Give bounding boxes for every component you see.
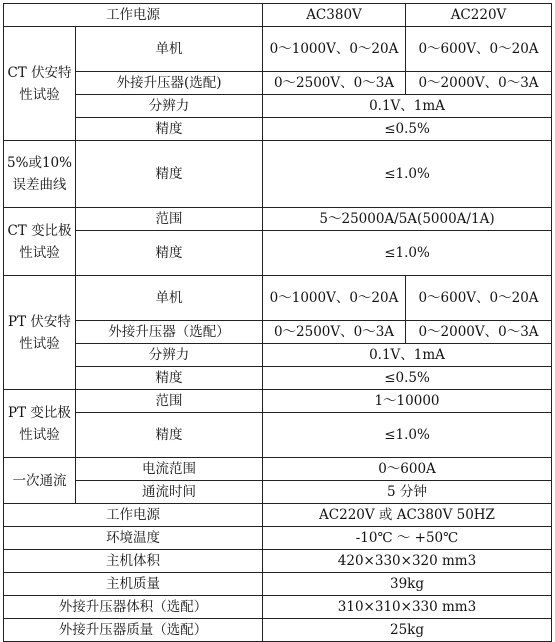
param-label: 电流范围: [76, 458, 263, 481]
table-row: [4, 208, 552, 231]
table-row: [4, 95, 552, 118]
table-row: [4, 573, 552, 596]
param-value: ≤0.5%: [263, 367, 552, 390]
param-value: 0～2500V、0～3A: [263, 321, 406, 344]
table-row: [4, 550, 552, 573]
param-label: 范围: [76, 390, 263, 413]
table-row: [4, 141, 552, 208]
table-row: [4, 458, 552, 481]
param-value: 1～10000: [263, 390, 552, 413]
param-value: 0～600A: [263, 458, 552, 481]
table-row: [4, 344, 552, 367]
param-label: 外接升压器(选配): [76, 72, 263, 95]
table-row: [4, 619, 552, 642]
spec-table: [3, 3, 552, 642]
table-row: [4, 367, 552, 390]
param-value: 0～1000V、0～20A: [263, 27, 406, 72]
general-value: 25kg: [263, 619, 552, 642]
param-value: 0～600V、0～20A: [406, 27, 552, 72]
ct-ratio-category: CT 变比极性试验: [4, 208, 76, 276]
param-label: 精度: [76, 367, 263, 390]
table-row: [4, 276, 552, 321]
ct-volt-ampere-category: CT 伏安特性试验: [4, 27, 76, 141]
param-label: 精度: [76, 413, 263, 458]
param-value: 5～25000A/5A(5000A/1A): [263, 208, 552, 231]
table-row: [4, 231, 552, 276]
param-value: ≤1.0%: [263, 413, 552, 458]
param-label: 精度: [76, 231, 263, 276]
param-label: 精度: [76, 141, 263, 208]
general-value: 310×310×330 mm3: [263, 596, 552, 619]
param-label: 外接升压器（选配）: [76, 321, 263, 344]
general-label: 工作电源: [4, 504, 263, 527]
header-row: [4, 4, 552, 27]
param-label: 通流时间: [76, 481, 263, 504]
param-value: ≤1.0%: [263, 231, 552, 276]
table-row: [4, 527, 552, 550]
param-label: 单机: [76, 276, 263, 321]
param-value: 0.1V、1mA: [263, 95, 552, 118]
header-power: 工作电源: [4, 4, 263, 27]
general-value: -10℃ ～ +50℃: [263, 527, 552, 550]
primary-current-category: 一次通流: [4, 458, 76, 504]
table-row: [4, 481, 552, 504]
param-label: 精度: [76, 118, 263, 141]
general-label: 主机质量: [4, 573, 263, 596]
general-value: 420×330×320 mm3: [263, 550, 552, 573]
param-value: ≤1.0%: [263, 141, 552, 208]
general-value: 39kg: [263, 573, 552, 596]
param-value: 0.1V、1mA: [263, 344, 552, 367]
general-label: 外接升压器体积（选配）: [4, 596, 263, 619]
general-label: 外接升压器质量（选配）: [4, 619, 263, 642]
general-label: 主机体积: [4, 550, 263, 573]
table-row: [4, 321, 552, 344]
table-row: [4, 72, 552, 95]
param-label: 单机: [76, 27, 263, 72]
general-value: AC220V 或 AC380V 50HZ: [263, 504, 552, 527]
param-value: 0～600V、0～20A: [406, 276, 552, 321]
param-value: 5 分钟: [263, 481, 552, 504]
table-row: [4, 27, 552, 72]
header-ac220: AC220V: [406, 4, 552, 27]
table-row: [4, 390, 552, 413]
table-row: [4, 118, 552, 141]
pt-volt-ampere-category: PT 伏安特性试验: [4, 276, 76, 390]
param-value: 0～1000V、0～20A: [263, 276, 406, 321]
param-value: 0～2500V、0～3A: [263, 72, 406, 95]
param-value: 0～2000V、0～3A: [406, 321, 552, 344]
table-row: [4, 504, 552, 527]
pt-ratio-category: PT 变比极性试验: [4, 390, 76, 458]
table-row: [4, 596, 552, 619]
param-value: ≤0.5%: [263, 118, 552, 141]
header-ac380: AC380V: [263, 4, 406, 27]
table-row: [4, 413, 552, 458]
param-label: 分辨力: [76, 95, 263, 118]
param-value: 0～2000V、0～3A: [406, 72, 552, 95]
param-label: 分辨力: [76, 344, 263, 367]
general-label: 环境温度: [4, 527, 263, 550]
error-curve-category: 5%或10%误差曲线: [4, 141, 76, 208]
param-label: 范围: [76, 208, 263, 231]
